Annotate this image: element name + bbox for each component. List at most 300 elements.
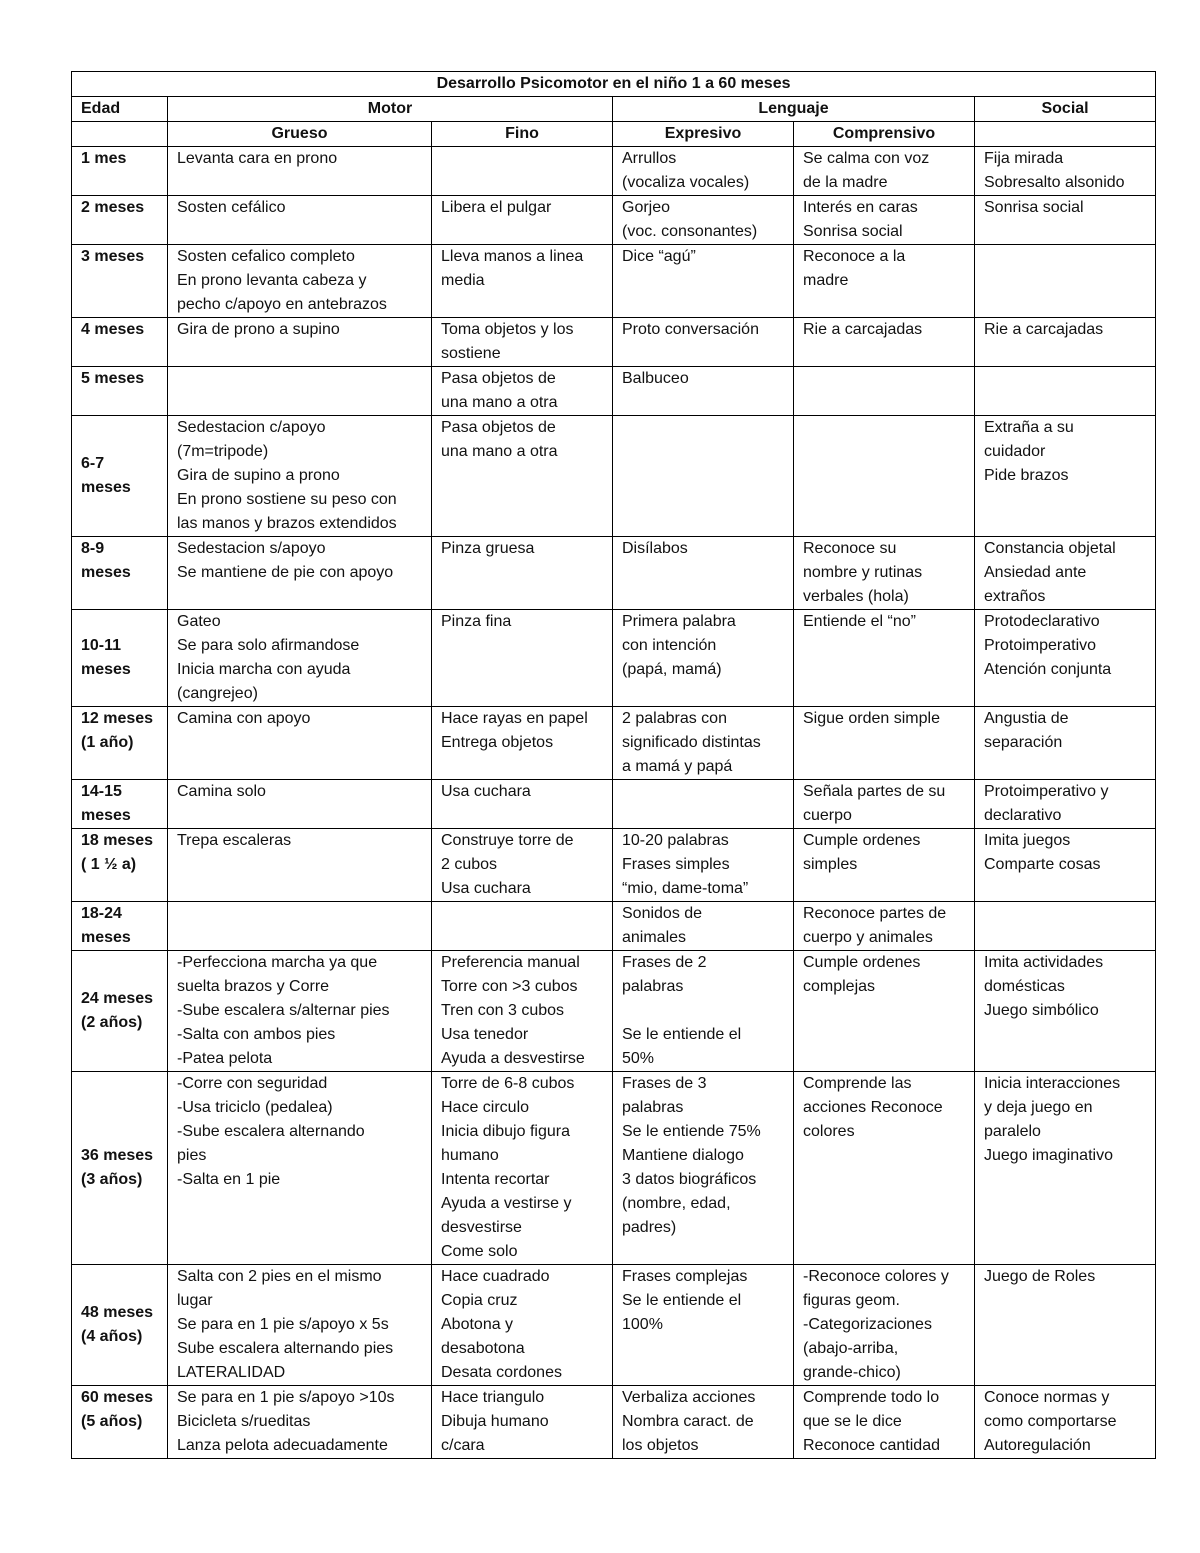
cell-motor-gross [168, 707, 432, 780]
cell-line: Sobresalto alsonido [984, 174, 1125, 191]
subheader-row [72, 122, 1156, 147]
cell-language-expressive [613, 367, 794, 416]
cell-line: (cangrejeo) [177, 685, 258, 702]
cell-line: Cumple ordenes [803, 954, 921, 971]
cell-age [72, 537, 168, 610]
cell-line: Atención conjunta [984, 661, 1112, 678]
cell-line: Copia cruz [441, 1292, 518, 1309]
cell-motor-gross [168, 1072, 432, 1265]
cell-line: pies [177, 1147, 207, 1164]
table-row [72, 829, 1156, 902]
cell-line: Protoimperativo y [984, 783, 1109, 800]
cell-age [72, 1265, 168, 1386]
cell-line: una mano a otra [441, 443, 558, 460]
cell-motor-gross [168, 951, 432, 1072]
cell-age [72, 318, 168, 367]
cell-line: -Salta en 1 pie [177, 1171, 281, 1188]
table-row [72, 537, 1156, 610]
cell-line: Juego de Roles [984, 1268, 1096, 1285]
cell-language-expressive [613, 318, 794, 367]
cell-line: 14-15 [81, 783, 122, 800]
cell-language-expressive [613, 1265, 794, 1386]
cell-line: palabras [622, 1099, 684, 1116]
cell-language-expressive [613, 147, 794, 196]
cell-line: Autoregulación [984, 1437, 1091, 1454]
cell-motor-fine [432, 147, 613, 196]
cell-line: “mio, dame-toma” [622, 880, 749, 897]
cell-line: Levanta cara en prono [177, 150, 338, 167]
cell-line: Fija mirada [984, 150, 1064, 167]
cell-motor-fine [432, 610, 613, 707]
cell-line: (nombre, edad, [622, 1195, 731, 1212]
cell-line: Pide brazos [984, 467, 1069, 484]
cell-line: complejas [803, 978, 876, 995]
cell-line: -Categorizaciones [803, 1316, 932, 1333]
table-row [72, 1386, 1156, 1459]
cell-line: -Corre con seguridad [177, 1075, 328, 1092]
cell-motor-gross [168, 367, 432, 416]
cell-line: meses [81, 929, 131, 946]
cell-motor-fine [432, 416, 613, 537]
cell-language-comprehensive [794, 1386, 975, 1459]
cell-age [72, 829, 168, 902]
cell-line: Intenta recortar [441, 1171, 550, 1188]
table-row [72, 147, 1156, 196]
cell-language-comprehensive [794, 318, 975, 367]
cell-line: una mano a otra [441, 394, 558, 411]
cell-line: cuerpo [803, 807, 852, 824]
cell-line: 10-11 [81, 637, 122, 654]
cell-line: Usa tenedor [441, 1026, 529, 1043]
cell-line: (vocaliza vocales) [622, 174, 750, 191]
cell-line: En prono levanta cabeza y [177, 272, 367, 289]
cell-line: acciones Reconoce [803, 1099, 943, 1116]
cell-motor-gross [168, 902, 432, 951]
cell-line: Hace rayas en papel [441, 710, 588, 727]
cell-line: Rie a carcajadas [984, 321, 1104, 338]
cell-line: Mantiene dialogo [622, 1147, 744, 1164]
cell-social [975, 147, 1156, 196]
cell-line: Inicia dibujo figura [441, 1123, 570, 1140]
cell-line: -Patea pelota [177, 1050, 273, 1067]
cell-line: Protoimperativo [984, 637, 1097, 654]
cell-line: Constancia objetal [984, 540, 1116, 557]
cell-line: (2 años) [81, 1014, 143, 1031]
cell-line: animales [622, 929, 687, 946]
cell-line: grande-chico) [803, 1364, 901, 1381]
cell-line: Trepa escaleras [177, 832, 292, 849]
cell-line: media [441, 272, 485, 289]
cell-line: Juego simbólico [984, 1002, 1099, 1019]
cell-social [975, 780, 1156, 829]
cell-line: Reconoce su [803, 540, 897, 557]
cell-line: Entiende el “no” [803, 613, 916, 630]
cell-line: 2 palabras con [622, 710, 727, 727]
cell-line: declarativo [984, 807, 1062, 824]
cell-line: meses [81, 479, 131, 496]
cell-motor-fine [432, 367, 613, 416]
cell-line: Tren con 3 cubos [441, 1002, 565, 1019]
cell-line: (7m=tripode) [177, 443, 269, 460]
cell-line: 8-9 [81, 540, 105, 557]
cell-line: 4 meses [81, 321, 145, 338]
cell-line: Bicicleta s/rueditas [177, 1413, 311, 1430]
cell-line: Usa cuchara [441, 783, 531, 800]
cell-line: sostiene [441, 345, 501, 362]
cell-line: paralelo [984, 1123, 1041, 1140]
subheader-social-empty [975, 122, 1156, 147]
cell-line: Extraña a su [984, 419, 1074, 436]
cell-motor-gross [168, 1386, 432, 1459]
cell-motor-fine [432, 829, 613, 902]
cell-line: Sube escalera alternando pies [177, 1340, 394, 1357]
cell-line: Reconoce a la [803, 248, 906, 265]
cell-language-comprehensive [794, 245, 975, 318]
cell-line: Nombra caract. de [622, 1413, 754, 1430]
cell-language-expressive [613, 780, 794, 829]
cell-line: Reconoce partes de [803, 905, 947, 922]
header-age: Edad [72, 97, 168, 122]
cell-language-expressive [613, 707, 794, 780]
cell-line: Hace circulo [441, 1099, 530, 1116]
cell-line: En prono sostiene su peso con [177, 491, 397, 508]
cell-line: Se para en 1 pie s/apoyo x 5s [177, 1316, 389, 1333]
cell-line: Cumple ordenes [803, 832, 921, 849]
cell-line: suelta brazos y Corre [177, 978, 330, 995]
subheader-comprehensive: Comprensivo [794, 122, 975, 147]
cell-line: Imita actividades [984, 954, 1104, 971]
cell-line: (1 año) [81, 734, 134, 751]
table-row [72, 902, 1156, 951]
cell-line: Pasa objetos de [441, 419, 556, 436]
cell-line: Comprende todo lo [803, 1389, 940, 1406]
cell-language-comprehensive [794, 951, 975, 1072]
header-social: Social [975, 97, 1156, 122]
cell-line: Usa cuchara [441, 880, 531, 897]
cell-age [72, 416, 168, 537]
cell-line: Construye torre de [441, 832, 574, 849]
cell-motor-gross [168, 318, 432, 367]
table-title: Desarrollo Psicomotor en el niño 1 a 60 meses [72, 72, 1156, 97]
cell-motor-gross [168, 245, 432, 318]
cell-motor-fine [432, 1265, 613, 1386]
cell-language-expressive [613, 245, 794, 318]
cell-line: Pinza gruesa [441, 540, 535, 557]
cell-line: Frases de 2 [622, 954, 707, 971]
cell-line: Camina con apoyo [177, 710, 311, 727]
cell-age [72, 1072, 168, 1265]
cell-line: 50% [622, 1050, 655, 1067]
cell-line: Entrega objetos [441, 734, 554, 751]
cell-line: -Sube escalera alternando [177, 1123, 365, 1140]
table-row [72, 1072, 1156, 1265]
cell-line: Gateo [177, 613, 221, 630]
cell-line: 60 meses [81, 1389, 154, 1406]
table-row [72, 1265, 1156, 1386]
cell-line: 1 mes [81, 150, 127, 167]
cell-line: c/cara [441, 1437, 485, 1454]
cell-line: Salta con 2 pies en el mismo [177, 1268, 382, 1285]
cell-line: Se calma con voz [803, 150, 930, 167]
cell-line: desvestirse [441, 1219, 522, 1236]
cell-line [622, 999, 784, 1023]
cell-line: cuerpo y animales [803, 929, 933, 946]
cell-motor-gross [168, 1265, 432, 1386]
development-table [71, 71, 1156, 1459]
cell-language-expressive [613, 610, 794, 707]
subheader-gross: Grueso [168, 122, 432, 147]
cell-line: meses [81, 661, 131, 678]
cell-social [975, 367, 1156, 416]
cell-age [72, 610, 168, 707]
cell-line: Se para en 1 pie s/apoyo >10s [177, 1389, 395, 1406]
cell-line: Frases simples [622, 856, 730, 873]
cell-line: 48 meses [81, 1304, 154, 1321]
cell-line: Reconoce cantidad [803, 1437, 940, 1454]
cell-motor-fine [432, 707, 613, 780]
cell-line: Sigue orden simple [803, 710, 940, 727]
cell-line: (papá, mamá) [622, 661, 722, 678]
cell-line: meses [81, 807, 131, 824]
cell-line: Lleva manos a linea [441, 248, 584, 265]
cell-line: Lanza pelota adecuadamente [177, 1437, 388, 1454]
cell-social [975, 245, 1156, 318]
cell-age [72, 367, 168, 416]
subheader-fine: Fino [432, 122, 613, 147]
cell-age [72, 245, 168, 318]
cell-motor-gross [168, 610, 432, 707]
cell-motor-fine [432, 245, 613, 318]
cell-line: Inicia marcha con ayuda [177, 661, 351, 678]
cell-motor-fine [432, 902, 613, 951]
cell-line: Se le entiende el [622, 1292, 742, 1309]
table-row [72, 707, 1156, 780]
cell-line: Rie a carcajadas [803, 321, 923, 338]
cell-motor-gross [168, 147, 432, 196]
cell-line: (4 años) [81, 1328, 143, 1345]
cell-line: -Reconoce colores y [803, 1268, 949, 1285]
cell-line: Hace triangulo [441, 1389, 545, 1406]
subheader-expressive: Expresivo [613, 122, 794, 147]
cell-line: extraños [984, 588, 1046, 605]
cell-line: de la madre [803, 174, 888, 191]
header-row [72, 97, 1156, 122]
cell-motor-gross [168, 829, 432, 902]
cell-line: 12 meses [81, 710, 154, 727]
cell-line: Dice “agú” [622, 248, 696, 265]
cell-line: Frases complejas [622, 1268, 748, 1285]
table-row [72, 610, 1156, 707]
title-row [72, 72, 1156, 97]
table-row [72, 367, 1156, 416]
cell-line: (abajo-arriba, [803, 1340, 899, 1357]
cell-motor-fine [432, 196, 613, 245]
cell-line: Angustia de [984, 710, 1069, 727]
cell-line: Sosten cefalico completo [177, 248, 355, 265]
cell-social [975, 1265, 1156, 1386]
cell-line: con intención [622, 637, 717, 654]
cell-line: domésticas [984, 978, 1065, 995]
cell-line: Pinza fina [441, 613, 512, 630]
cell-language-comprehensive [794, 416, 975, 537]
cell-line: Dibuja humano [441, 1413, 549, 1430]
cell-social [975, 416, 1156, 537]
cell-age [72, 147, 168, 196]
cell-motor-gross [168, 196, 432, 245]
cell-social [975, 610, 1156, 707]
cell-line: Juego imaginativo [984, 1147, 1113, 1164]
cell-line: Abotona y [441, 1316, 514, 1333]
cell-line: desabotona [441, 1340, 525, 1357]
cell-line: Balbuceo [622, 370, 689, 387]
cell-line: Frases de 3 [622, 1075, 707, 1092]
cell-line: Se para solo afirmandose [177, 637, 360, 654]
cell-line: Sedestacion c/apoyo [177, 419, 326, 436]
cell-line: Sedestacion s/apoyo [177, 540, 326, 557]
cell-line: Come solo [441, 1243, 518, 1260]
cell-line: -Usa triciclo (pedalea) [177, 1099, 333, 1116]
cell-language-comprehensive [794, 147, 975, 196]
cell-line: Disílabos [622, 540, 688, 557]
cell-line: Gira de supino a prono [177, 467, 340, 484]
cell-line: Ayuda a desvestirse [441, 1050, 585, 1067]
cell-line: a mamá y papá [622, 758, 733, 775]
cell-age [72, 1386, 168, 1459]
cell-line: significado distintas [622, 734, 761, 751]
cell-line: humano [441, 1147, 499, 1164]
cell-line: Sonrisa social [803, 223, 903, 240]
table-row [72, 318, 1156, 367]
cell-age [72, 951, 168, 1072]
cell-line: 24 meses [81, 990, 154, 1007]
cell-line: padres) [622, 1219, 677, 1236]
header-language: Lenguaje [613, 97, 975, 122]
cell-language-comprehensive [794, 367, 975, 416]
table-row [72, 416, 1156, 537]
cell-line: 36 meses [81, 1147, 154, 1164]
cell-line: verbales (hola) [803, 588, 909, 605]
cell-line: Se le entiende el [622, 1026, 742, 1043]
cell-line: Comprende las [803, 1075, 912, 1092]
cell-line: 3 meses [81, 248, 145, 265]
cell-language-expressive [613, 196, 794, 245]
cell-social [975, 951, 1156, 1072]
cell-line: -Perfecciona marcha ya que [177, 954, 378, 971]
cell-line: Arrullos [622, 150, 677, 167]
cell-line: las manos y brazos extendidos [177, 515, 397, 532]
cell-line: Preferencia manual [441, 954, 580, 971]
cell-motor-fine [432, 537, 613, 610]
cell-line: ( 1 ½ a) [81, 856, 137, 873]
cell-line: pecho c/apoyo en antebrazos [177, 296, 387, 313]
cell-line: Ayuda a vestirse y [441, 1195, 572, 1212]
cell-social [975, 196, 1156, 245]
cell-line: Gira de prono a supino [177, 321, 340, 338]
cell-line: 6-7 [81, 455, 105, 472]
cell-language-comprehensive [794, 780, 975, 829]
cell-line: -Salta con ambos pies [177, 1026, 336, 1043]
table-row [72, 780, 1156, 829]
table-row [72, 196, 1156, 245]
cell-language-expressive [613, 1072, 794, 1265]
cell-motor-fine [432, 318, 613, 367]
cell-line: Sonidos de [622, 905, 703, 922]
cell-line: Señala partes de su [803, 783, 946, 800]
header-motor: Motor [168, 97, 613, 122]
cell-language-comprehensive [794, 537, 975, 610]
cell-line: 10-20 palabras [622, 832, 729, 849]
cell-line: Toma objetos y los [441, 321, 574, 338]
cell-language-expressive [613, 416, 794, 537]
cell-language-expressive [613, 537, 794, 610]
cell-language-comprehensive [794, 196, 975, 245]
table-body [72, 147, 1156, 1459]
cell-language-comprehensive [794, 610, 975, 707]
cell-language-comprehensive [794, 1265, 975, 1386]
cell-line: Inicia interacciones [984, 1075, 1121, 1092]
cell-line: nombre y rutinas [803, 564, 923, 581]
cell-motor-gross [168, 416, 432, 537]
cell-language-expressive [613, 1386, 794, 1459]
cell-line: Conoce normas y [984, 1389, 1110, 1406]
cell-line: que se le dice [803, 1413, 902, 1430]
cell-line: Se le entiende 75% [622, 1123, 761, 1140]
cell-line: Gorjeo [622, 199, 671, 216]
cell-line: los objetos [622, 1437, 699, 1454]
table-row [72, 245, 1156, 318]
cell-line: como comportarse [984, 1413, 1117, 1430]
cell-line: -Sube escalera s/alternar pies [177, 1002, 390, 1019]
subheader-empty [72, 122, 168, 147]
cell-language-expressive [613, 902, 794, 951]
cell-line: 3 datos biográficos [622, 1171, 757, 1188]
cell-line: Interés en caras [803, 199, 918, 216]
cell-line: Ansiedad ante [984, 564, 1087, 581]
cell-social [975, 902, 1156, 951]
cell-age [72, 707, 168, 780]
table-row [72, 951, 1156, 1072]
cell-social [975, 829, 1156, 902]
cell-line: Camina solo [177, 783, 266, 800]
cell-social [975, 537, 1156, 610]
cell-social [975, 318, 1156, 367]
cell-line: LATERALIDAD [177, 1364, 286, 1381]
cell-social [975, 1386, 1156, 1459]
cell-line: simples [803, 856, 858, 873]
cell-line: 2 cubos [441, 856, 498, 873]
cell-language-expressive [613, 951, 794, 1072]
cell-line: Sosten cefálico [177, 199, 286, 216]
cell-line: 18-24 [81, 905, 122, 922]
cell-line: Torre de 6-8 cubos [441, 1075, 575, 1092]
cell-motor-fine [432, 951, 613, 1072]
cell-line: cuidador [984, 443, 1046, 460]
cell-line: Desata cordones [441, 1364, 562, 1381]
cell-motor-gross [168, 780, 432, 829]
cell-line: 5 meses [81, 370, 145, 387]
cell-line: madre [803, 272, 849, 289]
cell-line: meses [81, 564, 131, 581]
cell-language-expressive [613, 829, 794, 902]
cell-line: (3 años) [81, 1171, 143, 1188]
cell-line: (5 años) [81, 1413, 143, 1430]
cell-line: Torre con >3 cubos [441, 978, 578, 995]
cell-line: Libera el pulgar [441, 199, 552, 216]
cell-line: Hace cuadrado [441, 1268, 550, 1285]
cell-social [975, 1072, 1156, 1265]
cell-language-comprehensive [794, 707, 975, 780]
cell-line: (voc. consonantes) [622, 223, 758, 240]
